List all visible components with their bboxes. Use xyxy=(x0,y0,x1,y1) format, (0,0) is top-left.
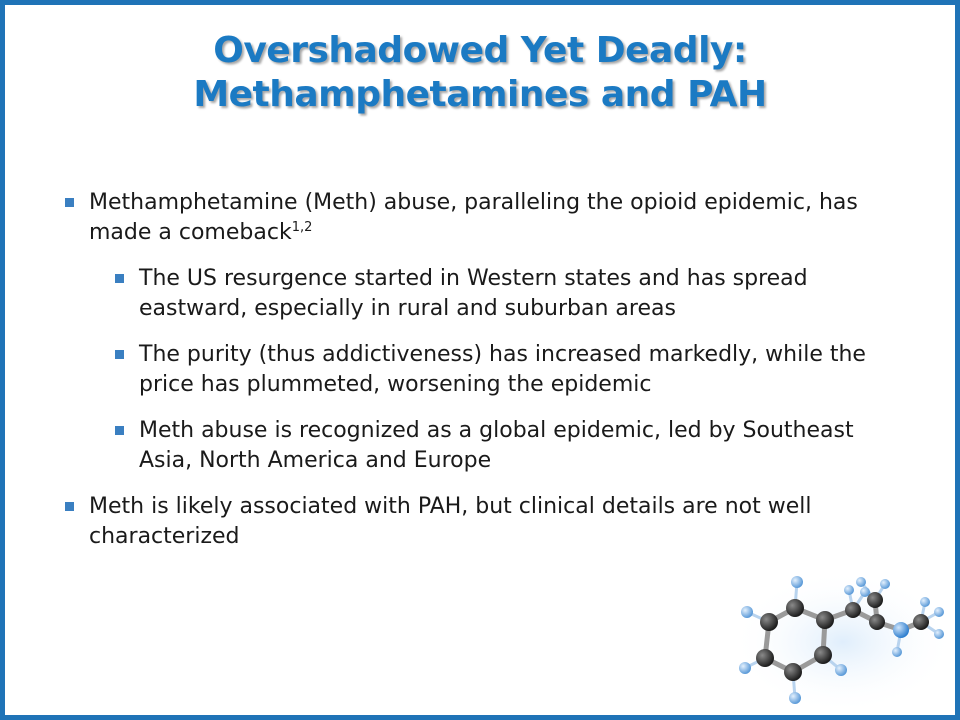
bullet-text: The US resurgence started in Western states and has spread eastward, especially in rural and suburban areas xyxy=(139,266,808,321)
bullet-text: The purity (thus addictiveness) has increased markedly, while the price has plummeted, worsening the epidemic xyxy=(139,342,866,397)
square-bullet-icon xyxy=(65,502,74,511)
bullet-list xyxy=(63,188,913,568)
methamphetamine-molecule-model-icon xyxy=(725,560,960,720)
bullet-item xyxy=(63,188,913,248)
slide-title xyxy=(5,29,955,117)
bullet-text: Meth abuse is recognized as a global epidemic, led by Southeast Asia, North America and Europe xyxy=(139,418,854,473)
square-bullet-icon xyxy=(115,350,124,359)
square-bullet-icon xyxy=(115,274,124,283)
title-line-2: Methamphetamines and PAH xyxy=(193,74,767,115)
sub-bullet-item xyxy=(63,416,913,476)
square-bullet-icon xyxy=(65,198,74,207)
square-bullet-icon xyxy=(115,426,124,435)
bullet-text: Meth is likely associated with PAH, but clinical details are not well characterized xyxy=(89,494,812,549)
bullet-text: Methamphetamine (Meth) abuse, paralleling the opioid epidemic, has made a comeback xyxy=(89,190,858,245)
title-line-1: Overshadowed Yet Deadly: xyxy=(213,30,747,71)
sub-bullet-item xyxy=(63,340,913,400)
citation-superscript: 1,2 xyxy=(291,220,313,235)
sub-bullet-item xyxy=(63,264,913,324)
bullet-item xyxy=(63,492,913,552)
